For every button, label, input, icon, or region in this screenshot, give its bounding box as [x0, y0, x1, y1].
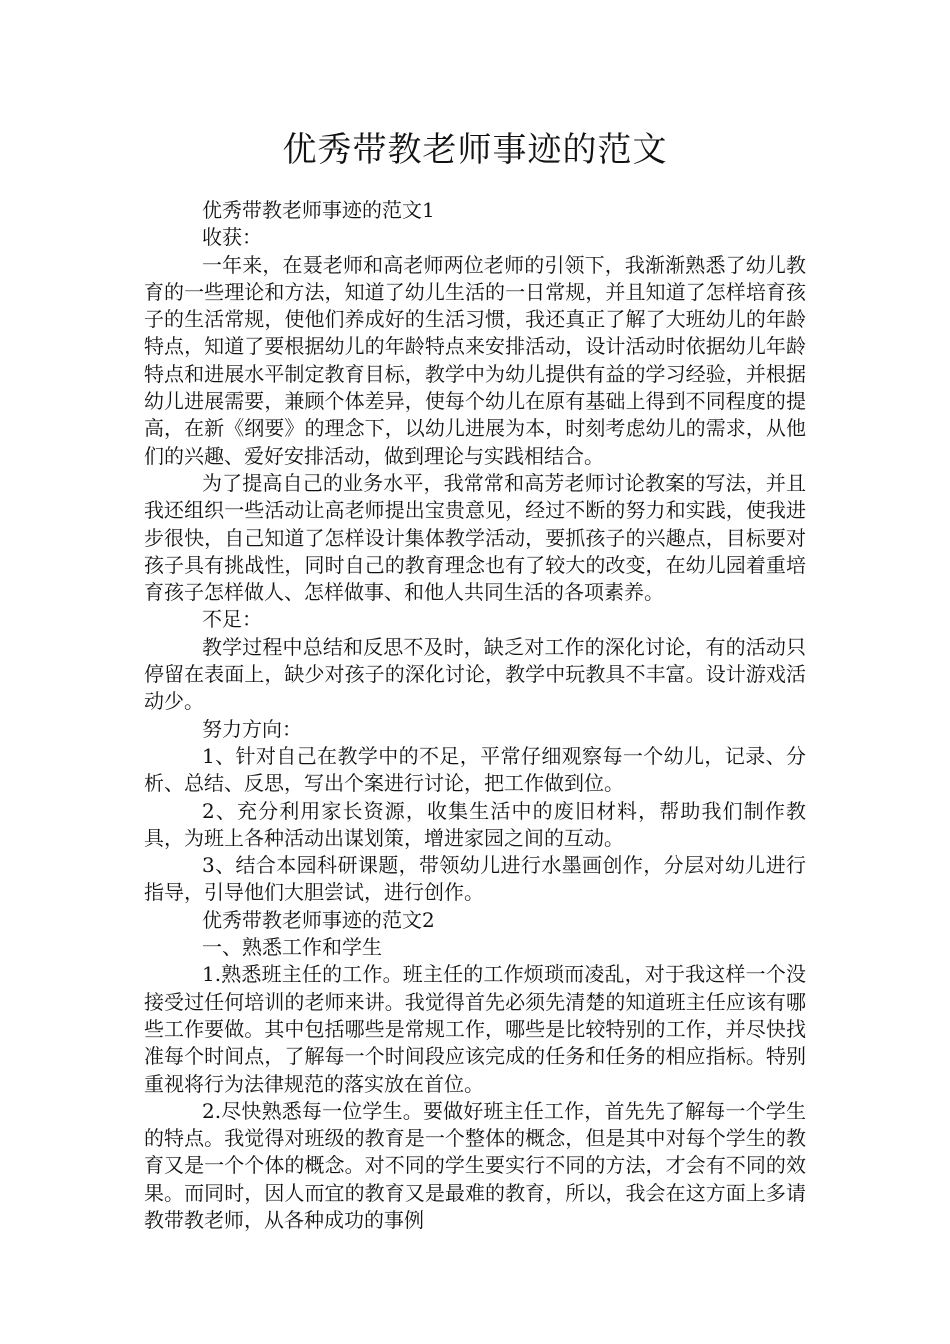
paragraph: 1.熟悉班主任的工作。班主任的工作烦琐而凌乱，对于我这样一个没接受过任何培训的老师来讲。我觉得首先必须先清楚的知道班主任应该有哪些工作要做。其中包括哪些是常规工作，哪些是比较特别的工作，并尽快找准每个时间点，了解每一个时间段应该完成的任务和任务的相应指标。特别重视将行为法律规范的落实放在首位。	[144, 962, 806, 1096]
paragraph: 不足：	[202, 607, 262, 632]
document-body	[144, 197, 806, 1234]
paragraph: 2、充分利用家长资源，收集生活中的废旧材料，帮助我们制作教具，为班上各种活动出谋划策，增进家园之间的互动。	[144, 798, 806, 850]
paragraph: 2.尽快熟悉每一位学生。要做好班主任工作，首先先了解每一个学生的特点。我觉得对班级的教育是一个整体的概念，但是其中对每个学生的教育又是一个个体的概念。对不同的学生要实行不同的方法，才会有不同的效果。而同时，因人而宜的教育又是最难的教育，所以，我会在这方面上多请教带教老师，从各种成功的事例	[144, 1098, 806, 1232]
paragraph: 收获：	[202, 225, 262, 250]
paragraph: 努力方向：	[202, 716, 302, 741]
paragraph: 一、熟悉工作和学生	[202, 935, 382, 960]
paragraph: 优秀带教老师事迹的范文2	[202, 907, 435, 932]
paragraph: 优秀带教老师事迹的范文1	[202, 198, 435, 222]
paragraph: 1、针对自己在教学中的不足，平常仔细观察每一个幼儿，记录、分析、总结、反思，写出个案进行讨论，把工作做到位。	[144, 743, 806, 796]
paragraph: 3、结合本园科研课题，带领幼儿进行水墨画创作，分层对幼儿进行指导，引导他们大胆尝试，进行创作。	[144, 853, 806, 905]
document-title: 优秀带教老师事迹的范文	[282, 130, 668, 170]
paragraph: 教学过程中总结和反思不及时，缺乏对工作的深化讨论，有的活动只停留在表面上，缺少对孩子的深化讨论，教学中玩教具不丰富。设计游戏活动少。	[144, 634, 806, 714]
paragraph: 一年来，在聂老师和高老师两位老师的引领下，我渐渐熟悉了幼儿教育的一些理论和方法，知道了幼儿生活的一日常规，并且知道了怎样培育孩子的生活常规，使他们养成好的生活习惯，我还真正了解了大班幼儿的年龄特点，知道了要根据幼儿的年龄特点来安排活动，设计活动时依据幼儿年龄特点和进展水平制定教育目标，教学中为幼儿提供有益的学习经验，并根据幼儿进展需要，兼顾个体差异，使每个幼儿在原有基础上得到不同程度的提高，在新《纲要》的理念下，以幼儿进展为本，时刻考虑幼儿的需求，从他们的兴趣、爱好安排活动，做到理论与实践相结合。	[144, 252, 806, 468]
paragraph: 为了提高自己的业务水平，我常常和高芳老师讨论教案的写法，并且我还组织一些活动让高老师提出宝贵意见，经过不断的努力和实践，使我进步很快，自己知道了怎样设计集体教学活动，要抓孩子的兴趣点，目标要对孩子具有挑战性，同时自己的教育理念也有了较大的改变，在幼儿园着重培育孩子怎样做人、怎样做事、和他人共同生活的各项素养。	[144, 470, 806, 605]
